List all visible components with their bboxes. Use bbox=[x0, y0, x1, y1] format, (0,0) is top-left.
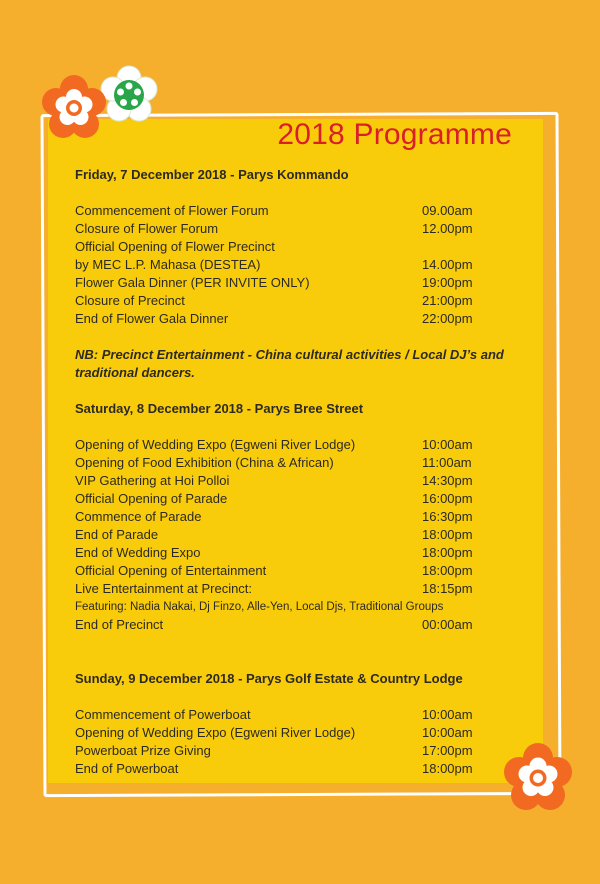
event-time: 17:00pm bbox=[422, 743, 473, 758]
saturday-heading: Saturday, 8 December 2018 - Parys Bree Street bbox=[75, 401, 364, 416]
schedule-row bbox=[75, 508, 515, 526]
event-label: End of Parade bbox=[75, 527, 159, 542]
event-time: 00:00am bbox=[422, 617, 473, 632]
schedule-row bbox=[75, 616, 515, 634]
schedule-row bbox=[75, 724, 515, 742]
schedule-row bbox=[75, 292, 515, 310]
sunday-heading: Sunday, 9 December 2018 - Parys Golf Estate & Country Lodge bbox=[75, 671, 463, 686]
event-time: 10:00am bbox=[422, 707, 473, 722]
event-time: 10:00am bbox=[422, 725, 473, 740]
event-time: 11:00am bbox=[422, 455, 472, 470]
event-label: Official Opening of Entertainment bbox=[75, 563, 267, 578]
schedule-row bbox=[75, 472, 515, 490]
schedule-row bbox=[75, 454, 515, 472]
schedule-row bbox=[75, 760, 515, 778]
schedule-row bbox=[75, 562, 515, 580]
event-time: 22:00pm bbox=[422, 311, 473, 326]
event-label: Official Opening of Flower Precinct bbox=[75, 239, 275, 254]
schedule-row bbox=[75, 274, 515, 292]
event-label: End of Flower Gala Dinner bbox=[75, 311, 229, 326]
event-time: 18:00pm bbox=[422, 563, 473, 578]
event-time: 19:00pm bbox=[422, 275, 473, 290]
event-label: End of Powerboat bbox=[75, 761, 179, 776]
event-time: 21:00pm bbox=[422, 293, 473, 308]
featuring-line: Featuring: Nadia Nakai, Dj Finzo, Alle-Yen, Local Djs, Traditional Groups bbox=[75, 601, 444, 613]
schedule-row bbox=[75, 706, 515, 724]
schedule-row bbox=[75, 544, 515, 562]
event-label: Opening of Wedding Expo (Egweni River Lodge) bbox=[75, 437, 356, 452]
event-label: VIP Gathering at Hoi Polloi bbox=[75, 473, 230, 488]
event-time: 18:00pm bbox=[422, 761, 473, 776]
event-label: Closure of Precinct bbox=[75, 293, 185, 308]
event-time: 16:00pm bbox=[422, 491, 473, 506]
event-label: Opening of Wedding Expo (Egweni River Lodge) bbox=[75, 725, 356, 740]
event-label: End of Precinct bbox=[75, 617, 164, 632]
programme-content bbox=[75, 166, 515, 778]
event-time: 18:00pm bbox=[422, 545, 473, 560]
entertainment-note: NB: Precinct Entertainment - China cultural activities / Local DJ’s and traditional dancers. bbox=[75, 347, 504, 380]
event-time: 09.00am bbox=[422, 203, 473, 218]
orange-flower-icon bbox=[38, 72, 110, 144]
event-time: 18:00pm bbox=[422, 527, 473, 542]
event-time: 18:15pm bbox=[422, 581, 473, 596]
event-time: 10:00am bbox=[422, 437, 473, 452]
event-time: 14:30pm bbox=[422, 473, 473, 488]
schedule-row bbox=[75, 256, 515, 274]
event-time: 14.00pm bbox=[422, 257, 473, 272]
event-label: Powerboat Prize Giving bbox=[75, 743, 211, 758]
event-label: End of Wedding Expo bbox=[75, 545, 201, 560]
event-label: Commencement of Powerboat bbox=[75, 707, 251, 722]
event-label: Closure of Flower Forum bbox=[75, 221, 219, 236]
event-label: Commence of Parade bbox=[75, 509, 202, 524]
schedule-row bbox=[75, 580, 515, 598]
schedule-row bbox=[75, 526, 515, 544]
schedule-row bbox=[75, 220, 515, 238]
event-label: Live Entertainment at Precinct: bbox=[75, 581, 253, 596]
event-label: Commencement of Flower Forum bbox=[75, 203, 269, 218]
friday-heading: Friday, 7 December 2018 - Parys Kommando bbox=[75, 167, 349, 182]
event-label: by MEC L.P. Mahasa (DESTEA) bbox=[75, 257, 261, 272]
event-time: 16:30pm bbox=[422, 509, 473, 524]
event-label: Opening of Food Exhibition (China & African) bbox=[75, 455, 334, 470]
schedule-row bbox=[75, 490, 515, 508]
event-label: Official Opening of Parade bbox=[75, 491, 228, 506]
schedule-row bbox=[75, 436, 515, 454]
schedule-row bbox=[75, 310, 515, 328]
schedule-row bbox=[75, 238, 515, 256]
page-title: 2018 Programme bbox=[277, 118, 512, 151]
event-time: 12.00pm bbox=[422, 221, 473, 236]
schedule-row bbox=[75, 202, 515, 220]
schedule-row bbox=[75, 742, 515, 760]
event-label: Flower Gala Dinner (PER INVITE ONLY) bbox=[75, 275, 310, 290]
